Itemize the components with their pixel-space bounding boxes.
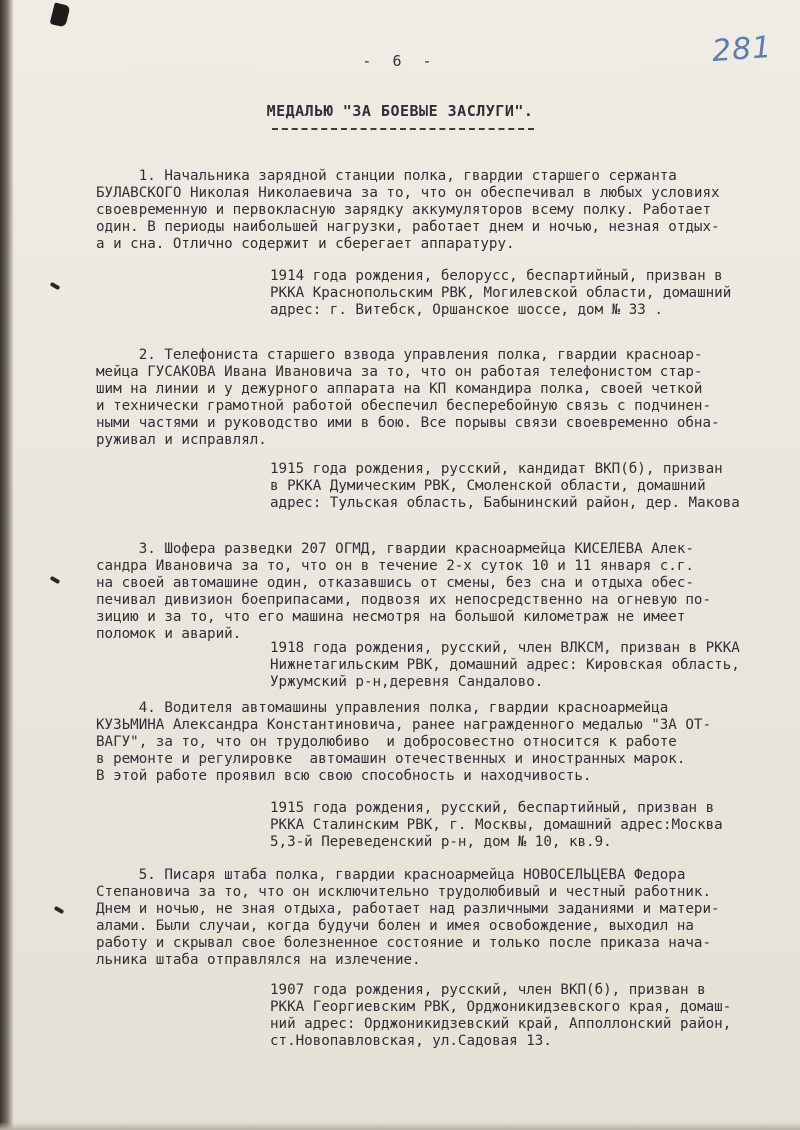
bio-entry-4 [270,800,723,851]
award-entry-5 [96,867,720,969]
page-bottom-edge [0,1122,800,1130]
bio-entry-3 [270,640,740,691]
binding-edge [0,0,14,1130]
entry-line: 4. Водителя автомашины управления полка, гвардии красноармейца [96,700,669,716]
bio-line: РККА Георгиевским РВК, Орджоникидзевского края, домаш- [270,999,732,1015]
entry-line: один. В периоды наибольшей нагрузки, работает днем и ночью, незная отдых- [96,219,720,235]
bio-entry-1 [270,268,731,319]
bio-line: 5,3-й Переведенский р-н, дом № 10, кв.9. [270,834,612,850]
archive-page-number: 281 [710,29,774,70]
bio-line: адрес: г. Витебск, Оршанское шоссе, дом № 33 . [270,302,663,318]
bio-line: 1918 года рождения, русский, член ВЛКСМ, призван в РККА [270,640,740,656]
entry-line: своевременную и первокласную зарядку аккумуляторов всему полку. Работает [96,202,711,218]
entry-line: 1. Начальника зарядной станции полка, гвардии старшего сержанта [96,168,677,184]
bio-line: 1915 года рождения, русский, кандидат ВКП(б), призван [270,461,723,477]
award-entry-1 [96,168,720,253]
entry-line: на своей автомашине один, отказавшись от смены, без сна и отдыха обес- [96,575,694,591]
award-entry-3 [96,541,711,643]
bio-line: 1907 года рождения, русский, член ВКП(б), призван в [270,982,706,998]
page-number: - 6 - [362,52,438,70]
entry-line: В этой работе проявил всю свою способность и находчивость. [96,768,592,784]
entry-line: а и сна. Отлично содержит и сберегает аппаратуру. [96,236,515,252]
entry-line: работу и скрывал свое болезненное состояние и только после приказа нача- [96,935,711,951]
entry-line: мейца ГУСАКОВА Ивана Ивановича за то, что он работая телефонистом стар- [96,364,703,380]
entry-line: 2. Телефониста старшего взвода управления полка, гвардии красноар- [96,347,703,363]
punch-hole-mark [50,576,61,584]
entry-line: Днем и ночью, не зная отдыха, работает над различными заданиями и матери- [96,901,720,917]
entry-line: ными частями и руководство ими в бою. Все порывы связи своевременно обна- [96,415,720,431]
ink-blot-mark [50,2,71,27]
entry-line: руживал и исправлял. [96,432,267,448]
bio-line: 1914 года рождения, белорусс, беспартийный, призван в [270,268,723,284]
award-entry-2 [96,347,720,449]
award-entry-4 [96,700,711,785]
entry-line: льника штаба отправлялся на излечение. [96,952,421,968]
entry-line: поломок и аварий. [96,626,242,642]
bio-line: Нижнетагильским РВК, домашний адрес: Кировская область, [270,657,740,673]
bio-line: в РККА Думическим РВК, Смоленской области, домашний [270,478,706,494]
entry-line: алами. Были случаи, когда будучи болен и имея освобождение, выходил на [96,918,694,934]
entry-line: КУЗЬМИНА Александра Константиновича, ранее награжденного медалью "ЗА ОТ- [96,717,711,733]
punch-hole-mark [50,282,61,290]
bio-line: Уржумский р-н,деревня Сандалово. [270,674,544,690]
entry-line: шим на линии и у дежурного аппарата на КП командира полка, своей четкой [96,381,703,397]
entry-line: ВАГУ", за то, что он трудолюбиво и добросовестно относится к работе [96,734,677,750]
entry-line: 3. Шофера разведки 207 ОГМД, гвардии красноармейца КИСЕЛЕВА Алек- [96,541,694,557]
entry-line: БУЛАВСКОГО Николая Николаевича за то, что он обеспечивал в любых условиях [96,185,720,201]
entry-line: и технически грамотной работой обеспечил бесперебойную связь с подчинен- [96,398,711,414]
heading-underline [272,128,534,130]
entry-line: печивал дивизион боеприпасами, подвозя их непосредственно на огневую по- [96,592,711,608]
bio-line: адрес: Тульская область, Бабынинский район, дер. Макова [270,495,740,511]
section-heading: МЕДАЛЬЮ "ЗА БОЕВЫЕ ЗАСЛУГИ". [266,102,534,120]
entry-line: зицию и за то, что его машина несмотря на большой километраж не имеет [96,609,686,625]
bio-entry-5 [270,982,731,1050]
bio-entry-2 [270,461,740,512]
bio-line: ний адрес: Орджоникидзевский край, Апполлонский район, [270,1016,732,1032]
bio-line: 1915 года рождения, русский, беспартийный, призван в [270,800,715,816]
bio-line: РККА Краснопольским РВК, Могилевской области, домашний [270,285,732,301]
entry-line: в ремонте и регулировке автомашин отечественных и иностранных марок. [96,751,686,767]
entry-line: Степановича за то, что он исключительно трудолюбивый и честный работник. [96,884,711,900]
bio-line: ст.Новопавловская, ул.Садовая 13. [270,1033,552,1049]
entry-line: 5. Писаря штаба полка, гвардии красноармейца НОВОСЕЛЬЦЕВА Федора [96,867,686,883]
punch-hole-mark [54,906,65,914]
entry-line: сандра Ивановича за то, что он в течение 2-х суток 10 и 11 января с.г. [96,558,694,574]
bio-line: РККА Сталинским РВК, г. Москвы, домашний адрес:Москва [270,817,723,833]
